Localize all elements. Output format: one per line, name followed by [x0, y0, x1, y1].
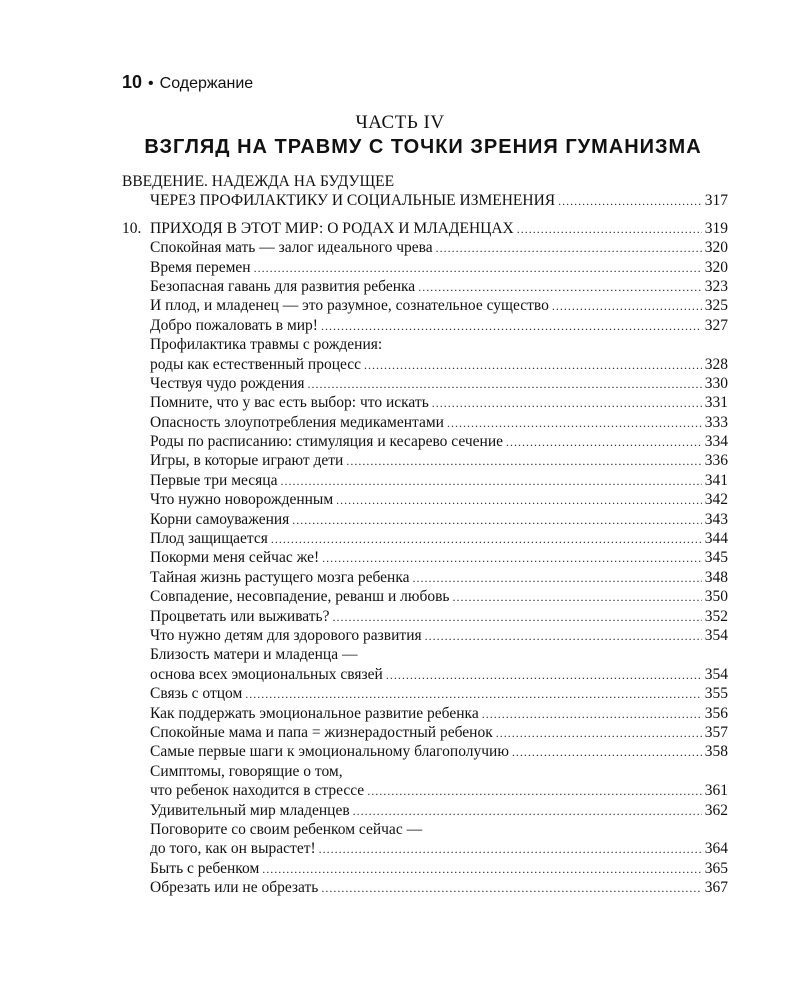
toc-page-number: 327 [704, 316, 728, 334]
page-number: 10 [122, 72, 143, 92]
toc-entry-title: Время перемен [150, 258, 251, 276]
toc-entry [122, 607, 728, 626]
toc-entry-title: Покорми меня сейчас же! [150, 549, 320, 567]
leader-dots [321, 317, 702, 336]
toc-entry-title: Спокойные мама и папа = жизнерадостный ребенок [150, 723, 493, 741]
toc-page-number: 357 [704, 723, 728, 741]
toc-entry [122, 684, 728, 703]
toc-entry-title: Чествуя чудо рождения [150, 374, 305, 392]
leader-dots [254, 259, 702, 278]
toc-page-number: 320 [704, 258, 728, 276]
toc-page-number: 333 [704, 413, 728, 431]
toc-entry [122, 238, 728, 257]
toc-page-number: 342 [704, 491, 728, 509]
toc-page-number: 344 [704, 530, 728, 548]
chapter-title: ПРИХОДЯ В ЭТОТ МИР: О РОДАХ И МЛАДЕНЦАХ [150, 219, 514, 237]
leader-dots [558, 192, 702, 211]
part-label: ЧАСТЬ IV [355, 112, 445, 133]
toc-entry [122, 723, 728, 742]
toc-page-number: 319 [704, 219, 728, 237]
leader-dots [386, 666, 702, 685]
leader-dots [506, 433, 702, 452]
toc-entry [122, 645, 728, 664]
toc-page-number: 365 [704, 859, 728, 877]
toc-entry [122, 839, 728, 858]
leader-dots [280, 472, 701, 491]
toc-entry-title: Игры, в которые играют дети [150, 452, 344, 470]
toc-entry-title: Безопасная гавань для развития ребенка [150, 277, 416, 295]
toc-entry-title: Опасность злоупотребления медикаментами [150, 413, 444, 431]
toc-entry-title: Что нужно новорожденным [150, 491, 334, 509]
toc-page-number: 320 [704, 239, 728, 257]
leader-dots [353, 802, 702, 821]
toc-page-number: 361 [704, 782, 728, 800]
toc-intro-title-1: ВВЕДЕНИЕ. НАДЕЖДА НА БУДУЩЕЕ [122, 173, 395, 190]
leader-dots [432, 394, 702, 413]
chapter-number: 10. [122, 219, 142, 237]
leader-dots [262, 860, 701, 879]
toc-page-number: 325 [704, 297, 728, 315]
toc-page-number: 345 [704, 549, 728, 567]
toc-entry-title: Плод защищается [150, 530, 268, 548]
toc-page-number: 341 [704, 471, 728, 489]
part-title: ВЗГЛЯД НА ТРАВМУ С ТОЧКИ ЗРЕНИЯ ГУМАНИЗМА [144, 136, 702, 158]
leader-dots [418, 278, 702, 297]
toc-entry [122, 626, 728, 645]
toc-entry [122, 393, 728, 412]
header-title: Содержание [159, 75, 254, 92]
toc-entry [122, 587, 728, 606]
toc-entry [122, 355, 728, 374]
toc-page-number: 352 [704, 607, 728, 625]
toc-page-number: 356 [704, 704, 728, 722]
leader-dots [333, 608, 702, 627]
toc-entry-title: Профилактика травмы с рождения: [150, 336, 383, 354]
leader-dots [425, 627, 702, 646]
toc-entries [122, 238, 728, 897]
toc-entry [122, 374, 728, 393]
toc-page-number: 348 [704, 568, 728, 586]
leader-dots [245, 685, 701, 704]
toc-entry [122, 413, 728, 432]
toc-intro-line-2 [122, 191, 728, 210]
leader-dots [346, 452, 701, 471]
toc-page-number: 336 [704, 452, 728, 470]
toc-entry-title: Быть с ребенком [150, 859, 260, 877]
toc-entry [122, 820, 728, 839]
leader-dots [367, 782, 702, 801]
toc-page-number: 354 [704, 626, 728, 644]
toc-page-number: 343 [704, 510, 728, 528]
toc-entry-title: Тайная жизнь растущего мозга ребенка [150, 568, 410, 586]
leader-dots [447, 414, 702, 433]
toc-page-number: 334 [704, 433, 728, 451]
toc-page-number: 358 [704, 743, 728, 761]
toc-entry-title: Самые первые шаги к эмоциональному благополучию [150, 743, 509, 761]
toc-page-number: 317 [704, 192, 728, 210]
toc-entry [122, 471, 728, 490]
leader-dots [552, 297, 702, 316]
toc-entry-title: Поговорите со своим ребенком сейчас — [150, 820, 423, 838]
toc-entry-title: роды как естественный процесс [150, 355, 362, 373]
toc-entry [122, 490, 728, 509]
toc-entry [122, 296, 728, 315]
toc-page-number: 323 [704, 277, 728, 295]
leader-dots [413, 569, 702, 588]
toc-page-number: 328 [704, 355, 728, 373]
toc-entry [122, 335, 728, 354]
toc-entry-title: Обрезать или не обрезать [150, 879, 319, 897]
toc-entry-title: Близость матери и младенца — [150, 646, 358, 664]
toc-entry-title: Удивительный мир младенцев [150, 801, 350, 819]
toc-entry-title: Как поддержать эмоциональное развитие ребенка [150, 704, 479, 722]
toc-page-number: 350 [704, 588, 728, 606]
toc-page-number: 367 [704, 879, 728, 897]
toc-entry [122, 277, 728, 296]
running-header [122, 72, 253, 93]
toc-page-number: 331 [704, 394, 728, 412]
toc-entry [122, 316, 728, 335]
toc-entry-title: Симптомы, говорящие о том, [150, 762, 343, 780]
leader-dots [322, 549, 702, 568]
leader-dots [319, 840, 702, 859]
leader-dots [292, 511, 701, 530]
toc-entry [122, 781, 728, 800]
toc-entry [122, 529, 728, 548]
toc-entry-title: что ребенок находится в стрессе [150, 782, 365, 800]
leader-dots [482, 705, 702, 724]
toc-entry [122, 742, 728, 761]
leader-dots [517, 220, 702, 239]
toc-entry [122, 878, 728, 897]
leader-dots [364, 356, 702, 375]
toc-entry [122, 762, 728, 781]
toc-page-number: 354 [704, 665, 728, 683]
toc-entry-title: Процветать или выживать? [150, 607, 330, 625]
toc-entry [122, 451, 728, 470]
toc-page-number: 364 [704, 840, 728, 858]
header-separator: • [148, 75, 154, 92]
leader-dots [452, 588, 701, 607]
leader-dots [496, 724, 702, 743]
toc-page-number: 355 [704, 685, 728, 703]
toc-entry-title: до того, как он вырастет! [150, 840, 316, 858]
toc-entry-title: основа всех эмоциональных связей [150, 665, 383, 683]
toc-entry-title: Корни самоуважения [150, 510, 290, 528]
toc-entry [122, 568, 728, 587]
toc-chapter [122, 219, 728, 238]
toc-entry [122, 704, 728, 723]
toc-page-number: 362 [704, 801, 728, 819]
toc-entry-title: Роды по расписанию: стимуляция и кесарево сечение [150, 433, 504, 451]
toc-entry-title: Помните, что у вас есть выбор: что искать [150, 394, 429, 412]
toc-entry [122, 258, 728, 277]
toc-entry [122, 510, 728, 529]
leader-dots [436, 239, 702, 258]
toc-entry [122, 548, 728, 567]
leader-dots [271, 530, 702, 549]
leader-dots [336, 491, 702, 510]
toc-entry [122, 665, 728, 684]
leader-dots [308, 375, 702, 394]
toc-intro-title-2: ЧЕРЕЗ ПРОФИЛАКТИКУ И СОЦИАЛЬНЫЕ ИЗМЕНЕНИЯ [150, 192, 556, 210]
toc-entry-title: И плод, и младенец — это разумное, сознательное существо [150, 297, 549, 315]
toc-entry-title: Добро пожаловать в мир! [150, 316, 318, 334]
table-of-contents [122, 172, 728, 897]
toc-entry [122, 801, 728, 820]
toc-intro-line-1 [122, 172, 728, 191]
toc-entry-title: Спокойная мать — залог идеального чрева [150, 239, 433, 257]
toc-page-number: 330 [704, 374, 728, 392]
leader-dots [512, 743, 702, 762]
toc-entry [122, 859, 728, 878]
toc-entry-title: Связь с отцом [150, 685, 243, 703]
toc-entry [122, 432, 728, 451]
toc-entry-title: Совпадение, несовпадение, реванш и любовь [150, 588, 450, 606]
leader-dots [321, 879, 701, 898]
toc-entry-title: Первые три месяца [150, 471, 278, 489]
toc-entry-title: Что нужно детям для здорового развития [150, 626, 422, 644]
